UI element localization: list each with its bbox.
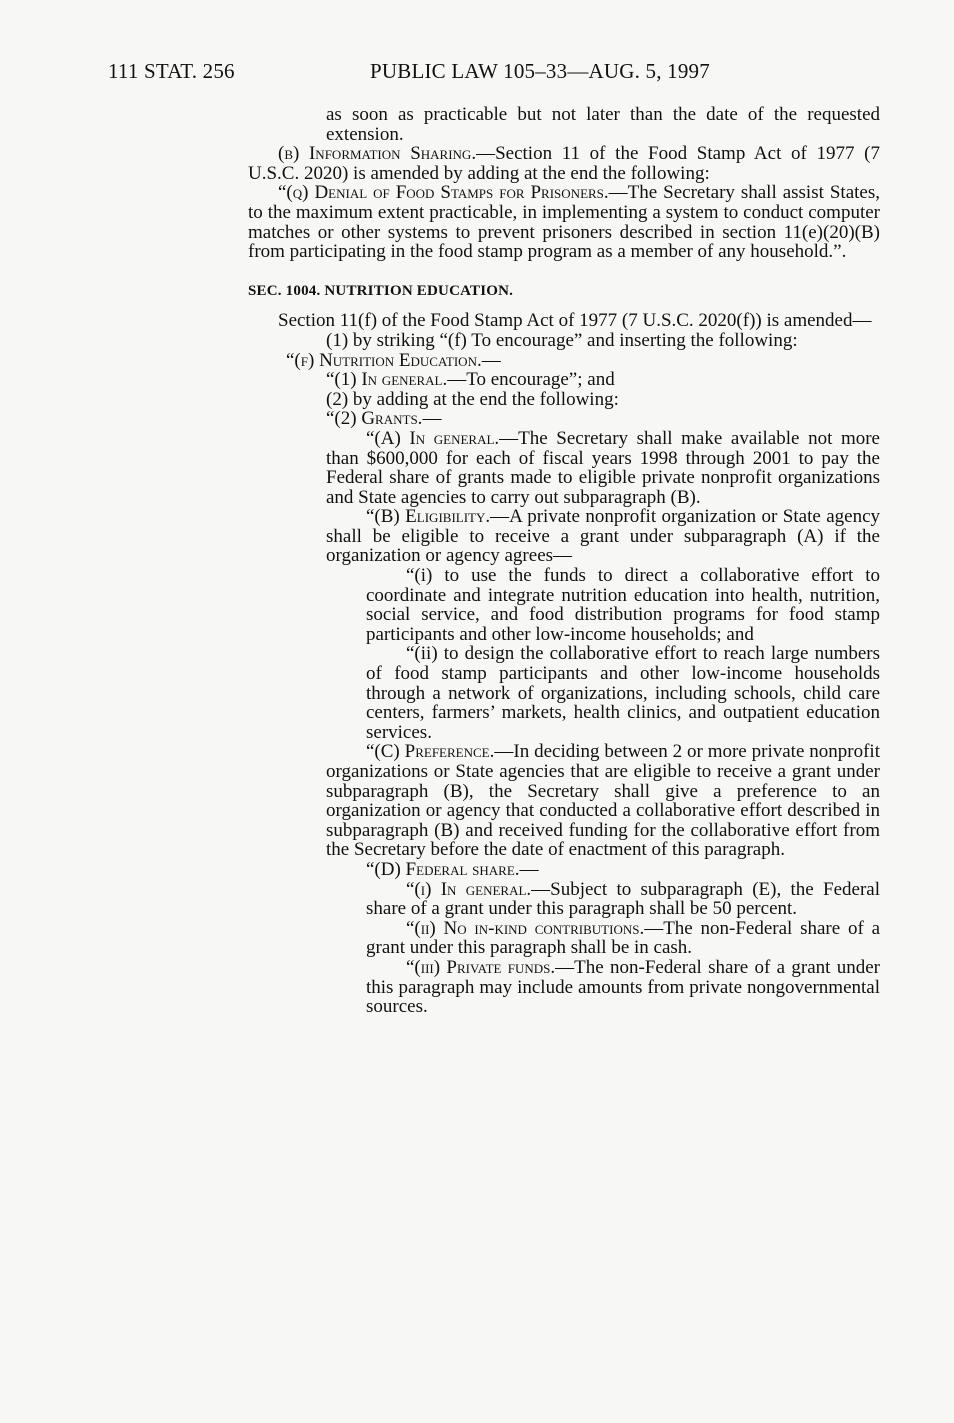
paragraph-continuation: as soon as practicable but not later than the date of the requested extension. [326, 104, 880, 145]
subsection-b-heading: (b) Information Sharing. [278, 143, 477, 165]
amendment-2: (2) by adding at the end the following: [326, 388, 619, 410]
subsection-q [248, 183, 880, 261]
subpara-d: “(D) Federal share.— [366, 858, 539, 880]
subpara-b: “(B) Eligibility.—A private nonprofit organization or State agency shall be eligible to receive a grant under subparagraph (A) if the organization or agency agrees— [326, 506, 881, 567]
subpara-a: “(A) In general.—The Secretary shall make available not more than $600,000 for each of fiscal years 1998 through 2001 to pay the Federal share of grants made to eligible private nonprofit organizations and State agencies to carry out subparagraph (B). [326, 427, 880, 508]
amendment-1: (1) by striking “(f) To encourage” and inserting the following: [326, 329, 798, 351]
page-reference: 111 STAT. 256 [108, 59, 235, 83]
subpara-d-clause-iii: “(iii) Private funds.—The non-Federal share of a grant under this paragraph may include amounts from private nongovernmental sources. [366, 956, 880, 1018]
law-title: PUBLIC LAW 105–33—AUG. 5, 1997 [370, 59, 710, 83]
subsection-b-text: —Section 11 of the Food Stamp Act of 1977 (7 U.S.C. 2020) is amended by adding at the end the following: [248, 143, 880, 184]
section-intro: Section 11(f) of the Food Stamp Act of 1977 (7 U.S.C. 2020(f)) is amended— [278, 310, 872, 332]
clause-i: “(i) to use the funds to direct a collaborative effort to coordinate and integrate nutrition education into health, nutrition, social service, and food distribution programs for food stamp participants and other low-income households; and [366, 565, 880, 645]
subsection-q-text: —The Secretary shall assist States, to the maximum extent practicable, in implementing a system to conduct computer matches or other systems to prevent prisoners described in section 11(e)(20)(B) from participating in the food stamp program as a member of any household.”. [248, 182, 880, 263]
clause-ii: “(ii) to design the collaborative effort to reach large numbers of food stamp participants and other low-income households through a network of organizations, including schools, child care centers, farmers’ markets, health clinics, and outpatient education services. [366, 643, 880, 743]
subsection-b [248, 144, 880, 183]
nutrition-education-heading: “(f) Nutrition Education.— [286, 349, 501, 371]
subpara-d-clause-i: “(i) In general.—Subject to subparagraph (E), the Federal share of a grant under this paragraph shall be 50 percent. [366, 878, 880, 920]
subpara-d-clause-ii: “(ii) No in-kind contributions.—The non-Federal share of a grant under this paragraph shall be in cash. [366, 917, 880, 959]
subpara-c: “(C) Preference.—In deciding between 2 or more private nonprofit organizations or State agencies that are eligible to receive a grant under subparagraph (B), the Secretary shall give a preference to an organization or agency that conducted a collaborative effort described in subparagraph (B) and received funding for the collaborative effort from the Secretary before the date of enactment of this paragraph. [326, 741, 880, 861]
grants-heading: “(2) Grants.— [326, 408, 442, 430]
in-general-1: “(1) In general.—To encourage”; and [326, 369, 615, 391]
subsection-q-heading: “(q) Denial of Food Stamps for Prisoners. [278, 182, 609, 204]
section-heading: SEC. 1004. NUTRITION EDUCATION. [248, 282, 514, 299]
document-body [248, 105, 880, 1017]
